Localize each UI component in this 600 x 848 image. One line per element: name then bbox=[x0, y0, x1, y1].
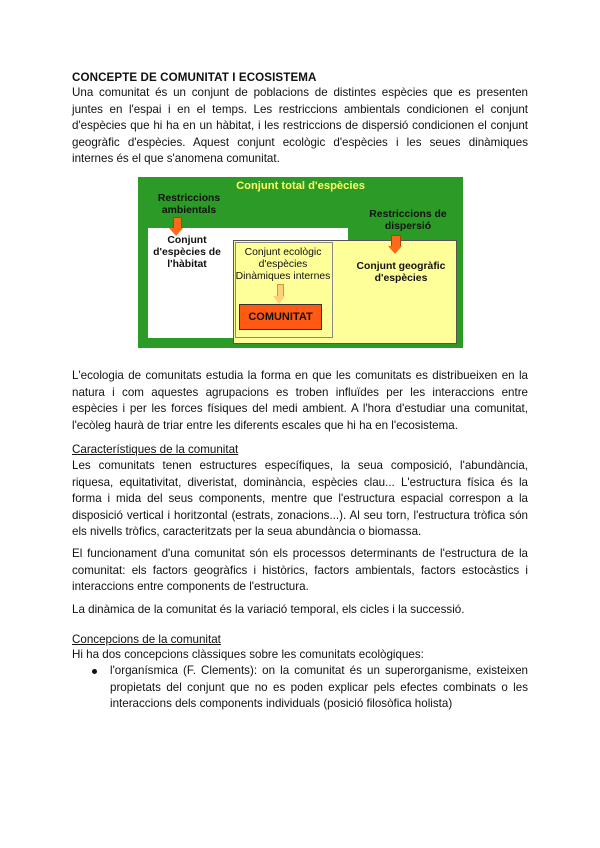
ecological-set-label: Conjunt ecològic d'espècies bbox=[244, 247, 322, 270]
internal-dynamics-label: Dinàmiques internes bbox=[235, 271, 331, 282]
ecology-paragraph: L'ecologia de comunitats estudia la forma en que les comunitats es distribueixen en la natura i com aquestes agrupacions es troben influïdes per les interaccions entre espècies i per les forces físiques del medi ambient. A l'hora d'estudiar una comunitat, l'ecòleg haurà de triar entre les diferents escales que hi ha en l'ecosistema. bbox=[72, 369, 528, 432]
bullet-icon bbox=[92, 669, 97, 674]
functioning-paragraph: El funcionament d'una comunitat són els processos determinants de l'estructura de la comunitat: els factors geogràfics i històrics, factors ambientals, factors estocàstics i interaccions entre components de l'estructura. bbox=[72, 547, 528, 594]
conceptions-list bbox=[72, 663, 528, 713]
total-species-label: Conjunt total d'espècies bbox=[236, 180, 365, 192]
page-title: CONCEPTE DE COMUNITAT I ECOSISTEMA bbox=[72, 71, 317, 84]
dispersal-restrictions-label: Restriccions de dispersió bbox=[369, 209, 447, 232]
conceptions-intro: Hi ha dos concepcions clàssiques sobre les comunitats ecològiques: bbox=[72, 648, 424, 661]
bullet-text: l'organísmica (F. Clements): on la comunitat és un superorganisme, existeixen propietats del conjunt que no es poden explicar pels efectes combinats o les interaccions dels components individuals (posició filosòfica holista) bbox=[110, 664, 528, 711]
community-label: COMUNITAT bbox=[248, 311, 313, 323]
geographic-set-label: Conjunt geogràfic d'espècies bbox=[356, 261, 446, 284]
intro-paragraph: Una comunitat és un conjunt de poblacions de distintes espècies que es presenten juntes en l'espai i en el temps. Les restriccions ambientals condicionen el conjunt d'espècies que hi ha en un hàbitat, i les restriccions de dispersió condicionen el conjunt geogràfic d'espècies. Aquest conjunt ecològic d'espècies i les seues dinàmiques internes és el que s'anomena comunitat. bbox=[72, 86, 528, 166]
list-item bbox=[72, 663, 528, 713]
dynamics-paragraph: La dinàmica de la comunitat és la variació temporal, els cicles i la successió. bbox=[72, 603, 465, 616]
dynamics-arrowhead-icon bbox=[273, 296, 285, 304]
community-box bbox=[239, 304, 322, 330]
characteristics-paragraph: Les comunitats tenen estructures específiques, la seua composició, l'abundància, riquesa, equitativitat, diveristat, dominància, espècies clau... L'estructura física és la forma i mida del seus components, mentre que l'estructura espacial correspon a la disposició vertical i horitzontal (estrats, zonacions...). Al seu torn, l'estructura tròfica són els nivells tròfics, caracteritzats per la seua abundància o biomassa. bbox=[72, 459, 528, 539]
section-heading-characteristics: Característiques de la comunitat bbox=[72, 443, 239, 456]
env-restrictions-label: Restriccions ambientals bbox=[157, 193, 221, 216]
section-heading-conceptions: Concepcions de la comunitat bbox=[72, 633, 221, 646]
habitat-set-label: Conjunt d'espècies de l'hàbitat bbox=[153, 235, 221, 270]
dispersal-arrowhead-icon bbox=[388, 246, 402, 254]
community-diagram bbox=[138, 177, 463, 348]
